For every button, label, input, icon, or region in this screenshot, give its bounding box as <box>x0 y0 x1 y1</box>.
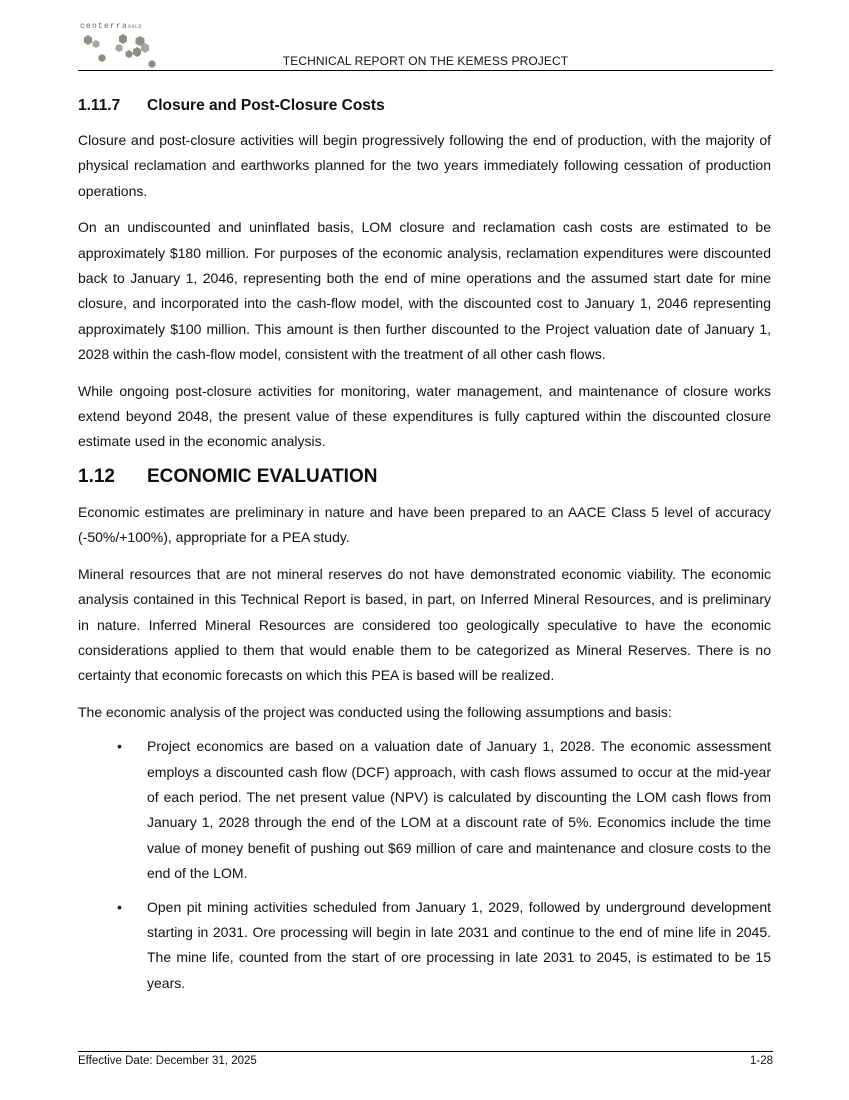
logo-wordmark: centerraGOLD <box>80 22 143 31</box>
list-item <box>78 734 771 886</box>
section-title: Closure and Post-Closure Costs <box>147 97 385 114</box>
section-heading-1-12 <box>78 466 771 488</box>
paragraph: Closure and post-closure activities will begin progressively following the end of production, with the majority of physical reclamation and earthworks planned for the two years immediately following cessation of production operations. <box>78 132 771 199</box>
page-header <box>78 18 773 71</box>
section-number: 1.11.7 <box>78 97 121 114</box>
page-number: 1-28 <box>749 1055 773 1067</box>
page-content <box>78 97 771 1004</box>
bullet-icon: • <box>117 738 122 755</box>
list-item-text: Project economics are based on a valuation date of January 1, 2028. The economic assessment employs a discounted cash flow (DCF) approach, with cash flows assumed to occur at the mid-year of each period. The net present value (NPV) is calculated by discounting the LOM cash flows from January 1, 2028 through the end of the LOM at a discount rate of 5%. Economics include the time value of money benefit of pushing out $69 million of care and maintenance and closure costs to the end of the LOM. <box>147 738 771 882</box>
bullet-icon: • <box>117 898 122 915</box>
page-footer <box>78 1051 773 1067</box>
section-heading-1-11-7 <box>78 97 771 115</box>
effective-date: Effective Date: December 31, 2025 <box>78 1055 257 1067</box>
assumptions-list <box>78 734 771 996</box>
list-item-text: Open pit mining activities scheduled from January 1, 2029, followed by underground development starting in 2031. Ore processing will begin in late 2031 and continue to the end of mine life in 2045. The mine life, counted from the start of ore processing in late 2031 to 2045, is estimated to be 15 years. <box>147 898 771 991</box>
section-title: ECONOMIC EVALUATION <box>147 465 378 487</box>
report-title: TECHNICAL REPORT ON THE KEMESS PROJECT <box>282 54 569 68</box>
paragraph: On an undiscounted and uninflated basis, LOM closure and reclamation cash costs are estimated to be approximately $180 million. For purposes of the economic analysis, reclamation expenditures were discounted back to January 1, 2046, representing both the end of mine operations and the assumed start date for mine closure, and incorporated into the cash-flow model, with the discounted cost to January 1, 2046 representing approximately $100 million. This amount is then further discounted to the Project valuation date of January 1, 2028 within the cash-flow model, consistent with the treatment of all other cash flows. <box>78 219 771 363</box>
paragraph: While ongoing post-closure activities for monitoring, water management, and maintenance of closure works extend beyond 2048, the present value of these expenditures is fully captured within the discounted closure estimate used in the economic analysis. <box>78 382 771 450</box>
paragraph: The economic analysis of the project was conducted using the following assumptions and basis: <box>78 703 672 720</box>
paragraph: Mineral resources that are not mineral reserves do not have demonstrated economic viability. The economic analysis contained in this Technical Report is based, in part, on Inferred Mineral Resources, and is preliminary in nature. Inferred Mineral Resources are considered too geologically speculative to have the economic considerations applied to them that would enable them to be categorized as Mineral Reserves. There is no certainty that economic forecasts on which this PEA is based will be realized. <box>78 565 771 684</box>
section-number: 1.12 <box>78 465 115 487</box>
paragraph: Economic estimates are preliminary in nature and have been prepared to an AACE Class 5 level of accuracy (-50%/+100%), appropriate for a PEA study. <box>78 503 771 546</box>
list-item <box>78 895 771 997</box>
